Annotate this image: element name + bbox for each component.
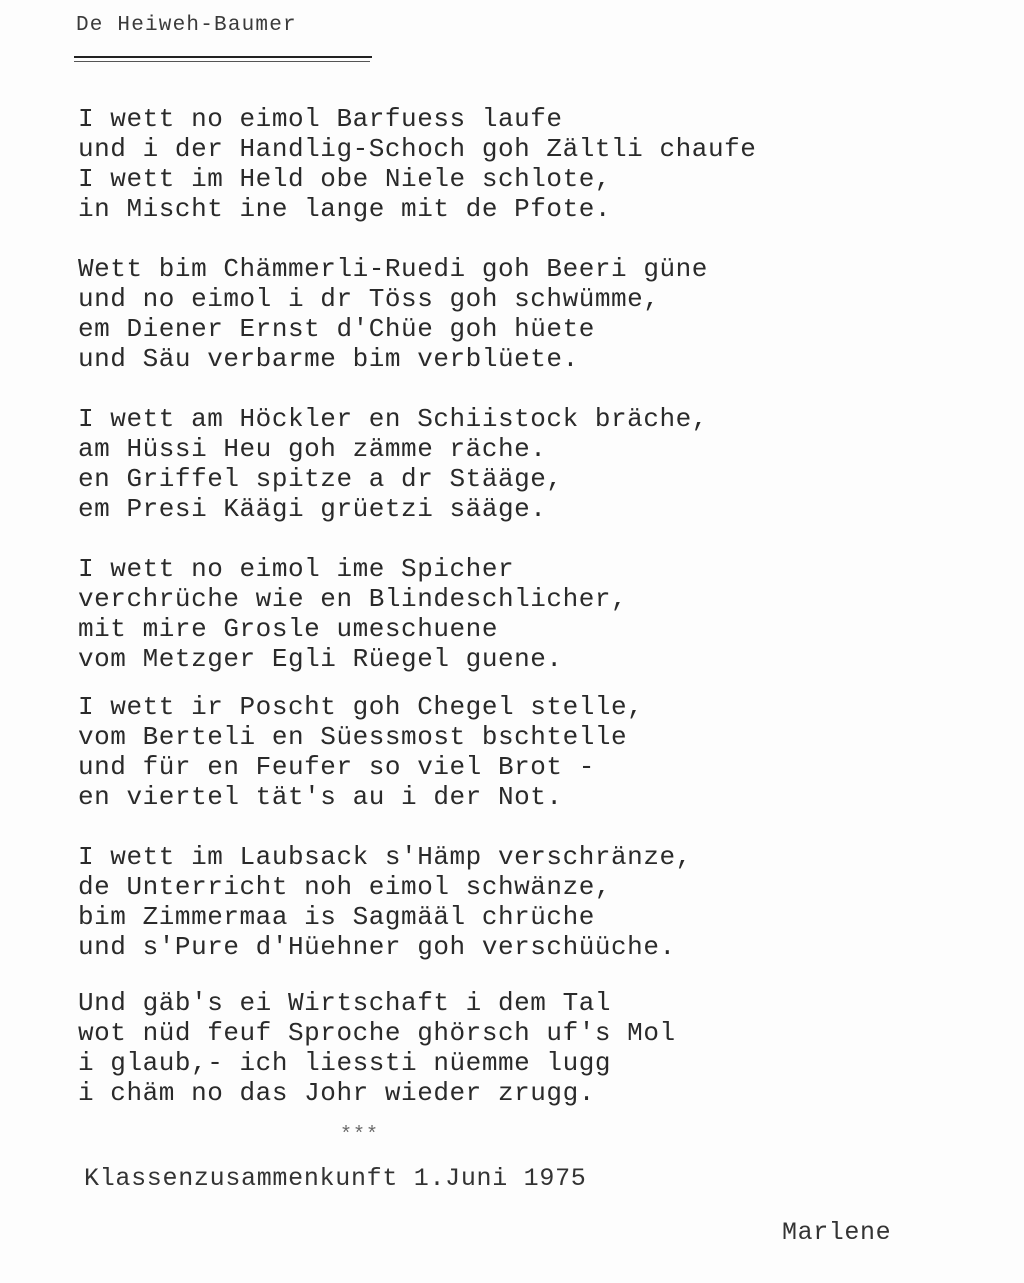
title-underline-second	[74, 61, 370, 62]
stanza-6	[78, 842, 692, 962]
poem-line: I wett im Held obe Niele schlote,	[78, 164, 612, 194]
poem-line: mit mire Grosle umeschuene	[78, 614, 498, 644]
poem-line: I wett im Laubsack s'Hämp verschränze,	[78, 842, 692, 872]
stanza-3	[78, 404, 708, 524]
poem-line: i chäm no das Johr wieder zrugg.	[78, 1078, 595, 1108]
poem-line: em Diener Ernst d'Chüe goh hüete	[78, 314, 595, 344]
poem-line: I wett no eimol ime Spicher	[78, 554, 515, 584]
poem-line: Und gäb's ei Wirtschaft i dem Tal	[78, 988, 612, 1018]
poem-line: I wett ir Poscht goh Chegel stelle,	[78, 692, 644, 722]
title-underline	[74, 56, 372, 58]
occasion-line: Klassenzusammenkunft 1.Juni 1975	[84, 1164, 587, 1193]
poem-line: Wett bim Chämmerli-Ruedi goh Beeri güne	[78, 254, 708, 284]
stanza-1	[78, 104, 756, 224]
poem-line: und no eimol i dr Töss goh schwümme,	[78, 284, 660, 314]
stanza-7	[78, 988, 676, 1108]
poem-line: und Säu verbarme bim verblüete.	[78, 344, 579, 374]
poem-line: bim Zimmermaa is Sagmääl chrüche	[78, 902, 595, 932]
poem-line: am Hüssi Heu goh zämme räche.	[78, 434, 547, 464]
poem-title: De Heiweh-Baumer	[76, 14, 297, 37]
poem-line: I wett no eimol Barfuess laufe	[78, 104, 563, 134]
section-separator: ***	[340, 1124, 380, 1147]
poem-line: en viertel tät's au i der Not.	[78, 782, 563, 812]
poem-line: in Mischt ine lange mit de Pfote.	[78, 194, 612, 224]
poem-line: i glaub,- ich liessti nüemme lugg	[78, 1048, 612, 1078]
stanza-5	[78, 692, 643, 812]
poem-line: de Unterricht noh eimol schwänze,	[78, 872, 612, 902]
poem-line: wot nüd feuf Sproche ghörsch uf's Mol	[78, 1018, 676, 1048]
poem-line: und i der Handlig-Schoch goh Zältli chaufe	[78, 134, 757, 164]
poem-line: en Griffel spitze a dr Stääge,	[78, 464, 563, 494]
poem-line: verchrüche wie en Blindeschlicher,	[78, 584, 628, 614]
stanza-4	[78, 554, 627, 674]
poem-line: und s'Pure d'Hüehner goh verschüüche.	[78, 932, 676, 962]
poem-line: vom Berteli en Süessmost bschtelle	[78, 722, 628, 752]
poem-line: vom Metzger Egli Rüegel guene.	[78, 644, 563, 674]
poem-line: I wett am Höckler en Schiistock bräche,	[78, 404, 708, 434]
poem-line: em Presi Käägi grüetzi sääge.	[78, 494, 547, 524]
poem-line: und für en Feufer so viel Brot -	[78, 752, 595, 782]
stanza-2	[78, 254, 708, 374]
author-signature: Marlene	[782, 1218, 892, 1247]
